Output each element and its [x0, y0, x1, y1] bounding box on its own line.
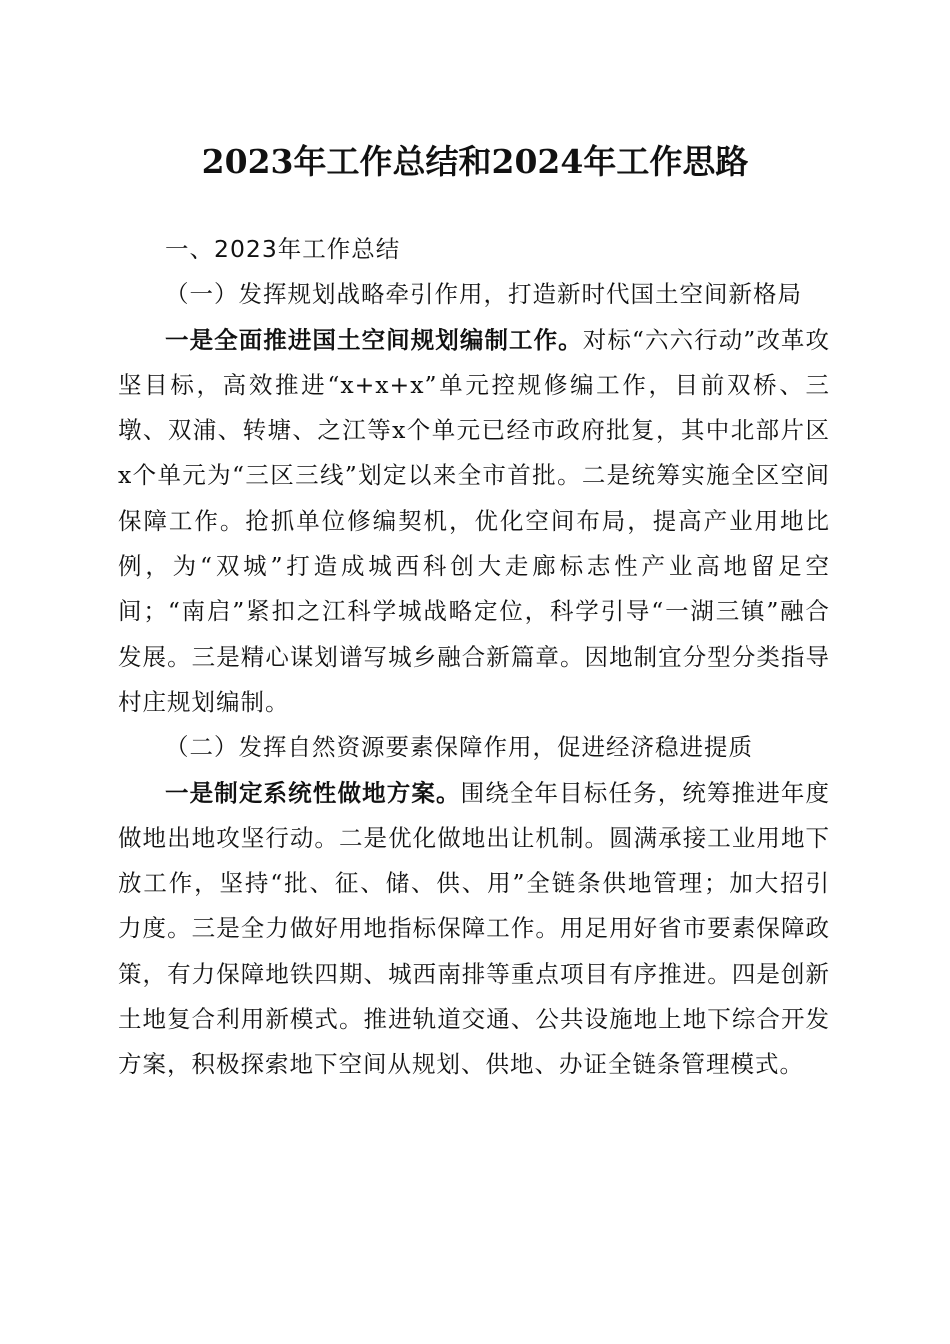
paragraph-2-text: 围绕全年目标任务，统筹推进年度做地出地攻坚行动。二是优化做地出让机制。圆满承接工业用地下放工作，坚持“批、征、储、供、用”全链条供地管理；加大招引力度。三是全力做好用地指标保障工作。用足用好省市要素保障政策，有力保障地铁四期、城西南排等重点项目有序推进。四是创新土地复合利用新模式。推进轨道交通、公共设施地上地下综合开发方案，积极探索地下空间从规划、供地、办证全链条管理模式。 [118, 778, 831, 1079]
paragraph-1 [118, 318, 830, 726]
paragraph-2 [118, 771, 830, 1088]
subsection-heading-1: （一）发挥规划战略牵引作用，打造新时代国土空间新格局 [165, 280, 802, 309]
paragraph-1-lead: 一是全面推进国土空间规划编制工作。 [165, 325, 583, 354]
paragraph-1-text: 对标“六六行动”改革攻坚目标，高效推进“x+x+x”单元控规修编工作，目前双桥、三墩、双浦、转塘、之江等x个单元已经市政府批复，其中北部片区x个单元为“三区三线”划定以来全市首批。二是统筹实施全区空间保障工作。抢抓单位修编契机，优化空间布局，提高产业用地比例，为“双城”打造成城西科创大走廊标志性产业高地留足空间；“南启”紧扣之江科学城战略定位，科学引导“一湖三镇”融合发展。三是精心谋划谱写城乡融合新篇章。因地制宜分型分类指导村庄规划编制。 [118, 325, 831, 716]
paragraph-2-lead: 一是制定系统性做地方案。 [165, 778, 461, 807]
section-heading: 一、2023年工作总结 [165, 235, 401, 263]
document-body [118, 227, 830, 1088]
document-title: 2023年工作总结和2024年工作思路 [201, 142, 749, 181]
subsection-heading-2: （二）发挥自然资源要素保障作用，促进经济稳进提质 [165, 733, 753, 762]
